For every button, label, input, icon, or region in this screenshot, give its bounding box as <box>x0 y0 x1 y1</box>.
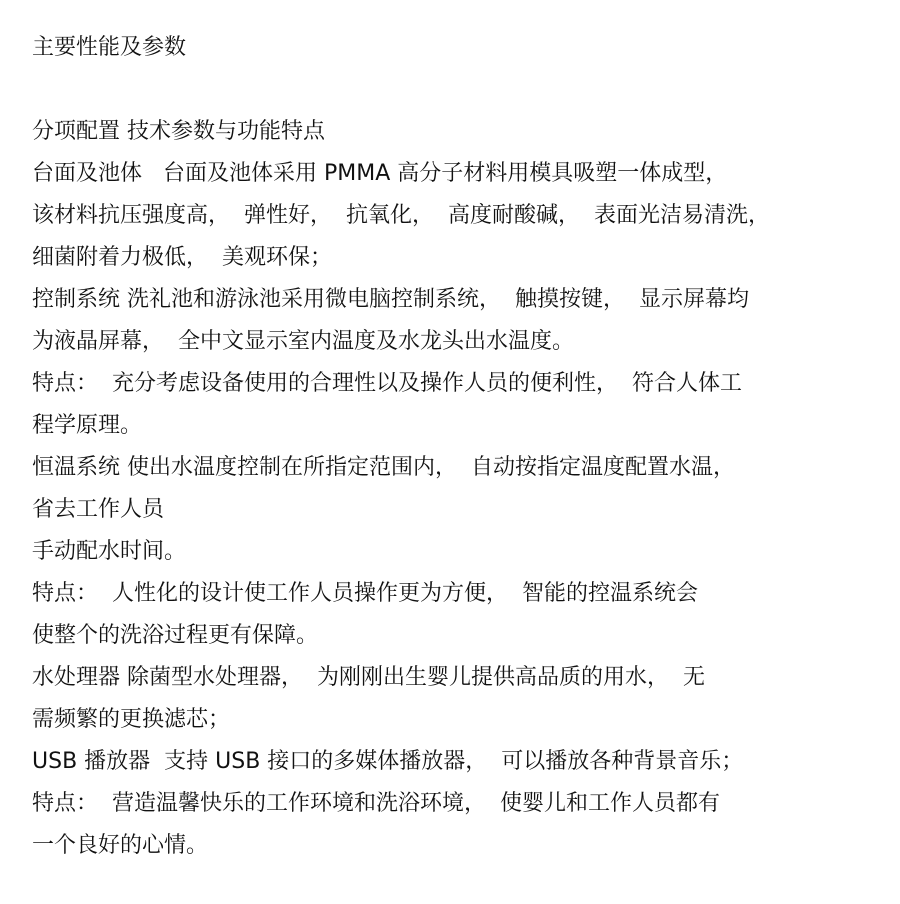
text-line: 恒温系统 使出水温度控制在所指定范围内， 自动按指定温度配置水温， <box>32 455 735 480</box>
document-body <box>32 27 882 867</box>
text-line: USB 播放器 支持 USB 接口的多媒体播放器， 可以播放各种背景音乐； <box>32 749 744 774</box>
text-line: 特点： 人性化的设计使工作人员操作更为方便， 智能的控温系统会 <box>32 581 698 606</box>
text-line: 特点： 营造温馨快乐的工作环境和洗浴环境， 使婴儿和工作人员都有 <box>32 791 720 816</box>
text-line: 控制系统 洗礼池和游泳池采用微电脑控制系统， 触摸按键， 显示屏幕均 <box>32 287 749 312</box>
blank-line <box>32 69 882 111</box>
text-line: 水处理器 除菌型水处理器， 为刚刚出生婴儿提供高品质的用水， 无 <box>32 665 705 690</box>
text-line: 使整个的洗浴过程更有保障。 <box>32 623 319 648</box>
text-line: 程学原理。 <box>32 413 143 438</box>
text-line: 需频繁的更换滤芯； <box>32 707 231 732</box>
text-line: 细菌附着力极低， 美观环保； <box>32 245 332 270</box>
text-line: 特点： 充分考虑设备使用的合理性以及操作人员的便利性， 符合人体工 <box>32 371 742 396</box>
table-header-line: 分项配置 技术参数与功能特点 <box>32 119 325 144</box>
text-line: 为液晶屏幕， 全中文显示室内温度及水龙头出水温度。 <box>32 329 574 354</box>
text-line: 手动配水时间。 <box>32 539 187 564</box>
text-line: 该材料抗压强度高， 弹性好， 抗氧化， 高度耐酸碱， 表面光洁易清洗， <box>32 203 770 228</box>
text-line: 一个良好的心情。 <box>32 833 209 858</box>
text-line: 省去工作人员 <box>32 497 165 522</box>
document-title: 主要性能及参数 <box>32 35 187 60</box>
text-line: 台面及池体 台面及池体采用 PMMA 高分子材料用模具吸塑一体成型， <box>32 161 728 186</box>
